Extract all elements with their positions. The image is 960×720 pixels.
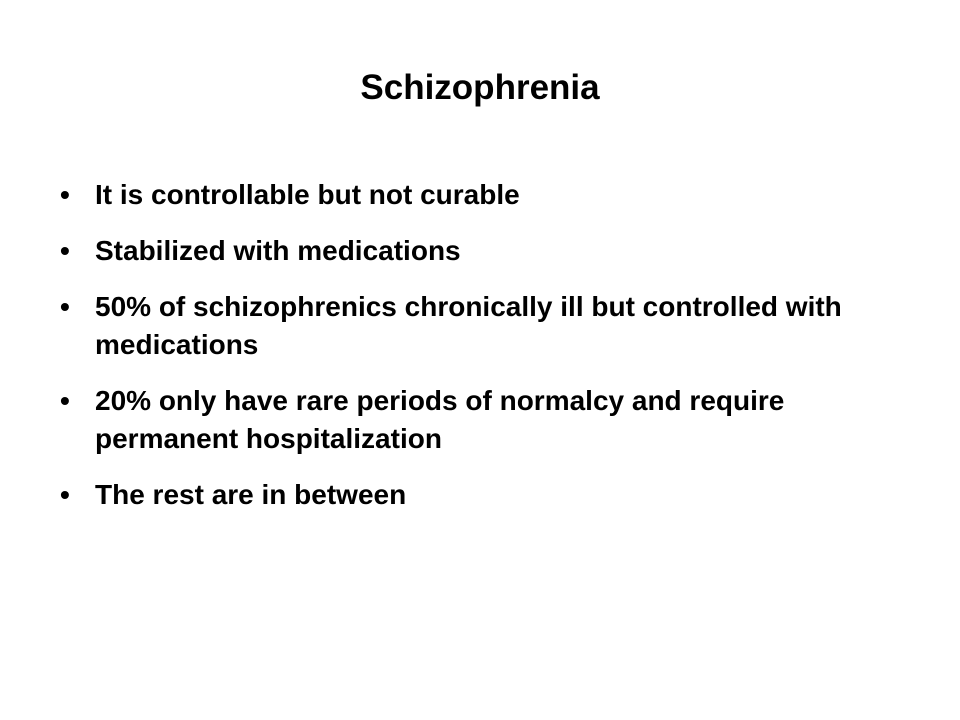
bullet-text: The rest are in between — [95, 479, 407, 510]
bullet-text: It is controllable but not curable — [95, 179, 520, 210]
bullet-list — [60, 176, 900, 532]
bullet-marker: • — [60, 235, 70, 266]
bullet-item — [60, 476, 900, 514]
bullet-text: Stabilized with medications — [95, 235, 461, 266]
slide-title: Schizophrenia — [360, 68, 600, 107]
bullet-text: 50% of schizophrenics chronically ill but controlled with medications — [95, 291, 842, 360]
bullet-marker: • — [60, 385, 70, 416]
bullet-marker: • — [60, 179, 70, 210]
bullet-text: 20% only have rare periods of normalcy and require permanent hospitalization — [95, 385, 785, 454]
bullet-item — [60, 232, 900, 270]
bullet-item — [60, 288, 900, 364]
bullet-marker: • — [60, 479, 70, 510]
bullet-marker: • — [60, 291, 70, 322]
bullet-item — [60, 382, 900, 458]
bullet-item — [60, 176, 900, 214]
